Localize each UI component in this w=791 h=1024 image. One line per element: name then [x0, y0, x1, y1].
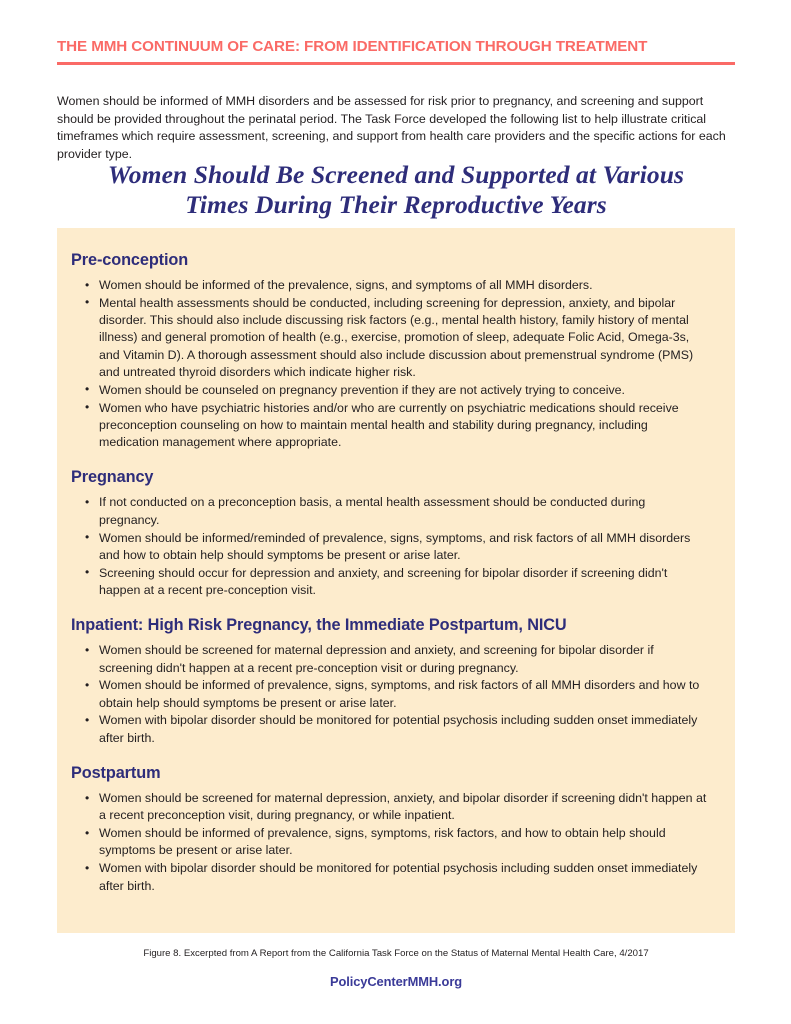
section-heading-pre-conception: Pre-conception — [71, 251, 189, 269]
list-item: • Women with bipolar disorder should be monitored for potential psychosis including sudden onset immediately after birth. — [71, 860, 709, 895]
site-link[interactable]: PolicyCenterMMH.org — [329, 974, 463, 989]
list-item: • Women should be informed/reminded of prevalence, signs, symptoms, and risk factors of all MMH disorders and how to obtain help should symptoms be present or arise later. — [71, 530, 709, 565]
list-item: • Screening should occur for depression and anxiety, and screening for bipolar disorder if screening didn't happen at a recent pre-conception visit. — [71, 565, 709, 600]
section-heading-inpatient: Inpatient: High Risk Pregnancy, the Immediate Postpartum, NICU — [71, 616, 567, 635]
list-item: • Women should be counseled on pregnancy prevention if they are not actively trying to conceive. — [71, 382, 709, 399]
document-header — [57, 38, 735, 65]
display-heading-line-2: Times During Their Reproductive Years — [185, 190, 607, 219]
list-item: • Women should be screened for maternal depression and anxiety, and screening for bipolar disorder if screening didn't happen at a recent pre-conception visit or during pregnancy. — [71, 642, 709, 677]
list-item: • Women should be informed of prevalence, signs, symptoms, risk factors, and how to obtain help should symptoms be present or arise later. — [71, 825, 709, 860]
list-item: • Women who have psychiatric histories and/or who are currently on psychiatric medications should receive preconception counseling on how to maintain mental health and stability during pregnancy, including medication management where appropriate. — [71, 400, 709, 452]
bullet-list-inpatient — [71, 642, 709, 747]
header-divider — [57, 62, 735, 65]
list-item: • Mental health assessments should be conducted, including screening for depression, anxiety, and bipolar disorder. This should also include discussing risk factors (e.g., mental health history, family history of mental illness) and general promotion of health (e.g., exercise, promotion of sleep, adequate Folic Acid, Omega-3s, and Vitamin D). A thorough assessment should also include discussion about premenstrual syndrome (PMS) and untreated thyroid disorders which indicate higher risk. — [71, 295, 709, 381]
section-heading-pregnancy: Pregnancy — [71, 468, 154, 487]
section-pre-conception — [71, 250, 709, 451]
display-heading — [57, 160, 735, 220]
bullet-list-postpartum — [71, 790, 709, 895]
list-item: • If not conducted on a preconception basis, a mental health assessment should be conducted during pregnancy. — [71, 494, 709, 529]
content-panel — [57, 228, 735, 933]
bullet-list-pre-conception — [71, 277, 709, 451]
section-pregnancy — [71, 467, 709, 599]
section-postpartum — [71, 763, 709, 895]
intro-paragraph: Women should be informed of MMH disorders and be assessed for risk prior to pregnancy, and screening and support should be provided throughout the perinatal period. The Task Force developed the following list to help illustrate critical timeframes which require assessment, screening, and support from health care providers and the specific actions for each provider type. — [57, 94, 726, 161]
list-item: • Women should be screened for maternal depression, anxiety, and bipolar disorder if screening didn't happen at a recent preconception visit, during pregnancy, or while inpatient. — [71, 790, 709, 825]
list-item: • Women should be informed of the prevalence, signs, and symptoms of all MMH disorders. — [71, 277, 709, 294]
bullet-list-pregnancy — [71, 494, 709, 599]
figure-caption: Figure 8. Excerpted from A Report from the California Task Force on the Status of Maternal Mental Health Care, 4/2017 — [143, 948, 649, 959]
section-inpatient — [71, 615, 709, 747]
section-heading-postpartum: Postpartum — [71, 764, 161, 783]
list-item: • Women should be informed of prevalence, signs, symptoms, and risk factors of all MMH disorders and how to obtain help should symptoms be present or arise later. — [71, 677, 709, 712]
list-item: • Women with bipolar disorder should be monitored for potential psychosis including sudden onset immediately after birth. — [71, 712, 709, 747]
page-title: THE MMH CONTINUUM OF CARE: FROM IDENTIFICATION THROUGH TREATMENT — [57, 38, 648, 55]
display-heading-line-1: Women Should Be Screened and Supported at Various — [107, 160, 685, 189]
